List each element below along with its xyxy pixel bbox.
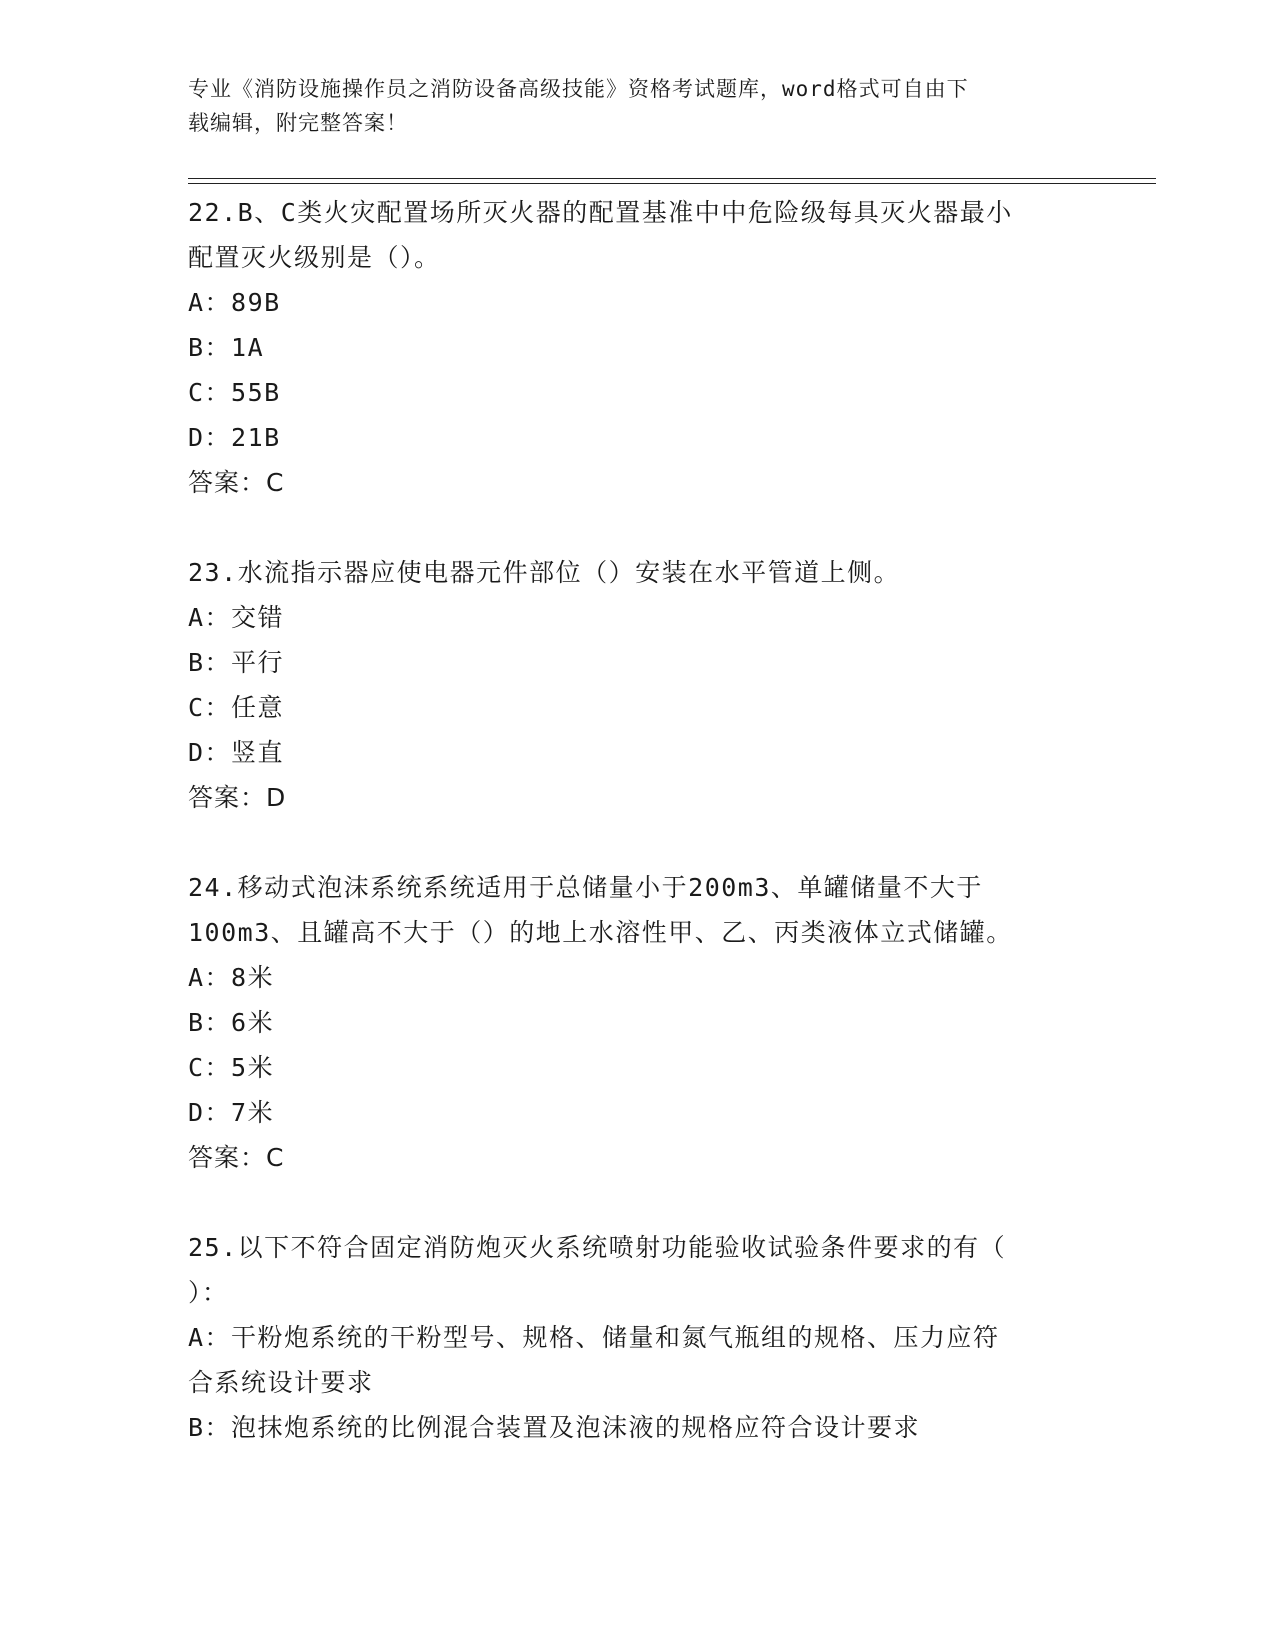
answer: 答案：C [188, 468, 285, 497]
spacer [188, 1180, 1088, 1225]
header-divider-top [188, 178, 1156, 179]
option-b: B：1A [188, 333, 265, 362]
question-stem: 22.B、C类火灾配置场所灭火器的配置基准中中危险级每具灭火器最小 [188, 198, 1013, 227]
option-b: B：平行 [188, 648, 285, 677]
answer: 答案：D [188, 783, 287, 812]
question-22 [188, 190, 1088, 505]
question-24 [188, 865, 1088, 1180]
answer: 答案：C [188, 1143, 285, 1172]
document-intro [188, 72, 1088, 140]
question-25 [188, 1225, 1088, 1450]
option-a: A：8米 [188, 963, 275, 992]
option-a: A：干粉炮系统的干粉型号、规格、储量和氮气瓶组的规格、压力应符 [188, 1323, 1000, 1352]
question-stem-continued: 100m3、且罐高不大于（）的地上水溶性甲、乙、丙类液体立式储罐。 [188, 918, 1013, 947]
question-stem-continued: 配置灭火级别是（）。 [188, 243, 441, 272]
option-b: B：泡抹炮系统的比例混合装置及泡沫液的规格应符合设计要求 [188, 1413, 921, 1442]
option-d: D：7米 [188, 1098, 275, 1127]
header-divider-bottom [188, 183, 1156, 184]
question-stem-continued: ）： [188, 1278, 229, 1307]
option-d: D：竖直 [188, 738, 285, 767]
intro-line-1: 专业《消防设施操作员之消防设备高级技能》资格考试题库，word格式可自由下 [188, 77, 969, 101]
spacer [188, 505, 1088, 550]
option-a: A：89B [188, 288, 281, 317]
question-stem: 24.移动式泡沫系统系统适用于总储量小于200m3、单罐储量不大于 [188, 873, 983, 902]
option-a-continued: 合系统设计要求 [188, 1368, 374, 1397]
question-stem: 23.水流指示器应使电器元件部位（）安装在水平管道上侧。 [188, 558, 901, 587]
spacer [188, 820, 1088, 865]
option-a: A：交错 [188, 603, 285, 632]
option-d: D：21B [188, 423, 281, 452]
question-23 [188, 550, 1088, 820]
question-stem: 25.以下不符合固定消防炮灭火系统喷射功能验收试验条件要求的有（ [188, 1233, 1007, 1262]
option-c: C：55B [188, 378, 281, 407]
question-list [188, 190, 1088, 1450]
option-c: C：5米 [188, 1053, 275, 1082]
option-b: B：6米 [188, 1008, 275, 1037]
intro-line-2: 载编辑，附完整答案！ [188, 111, 408, 135]
option-c: C：任意 [188, 693, 285, 722]
